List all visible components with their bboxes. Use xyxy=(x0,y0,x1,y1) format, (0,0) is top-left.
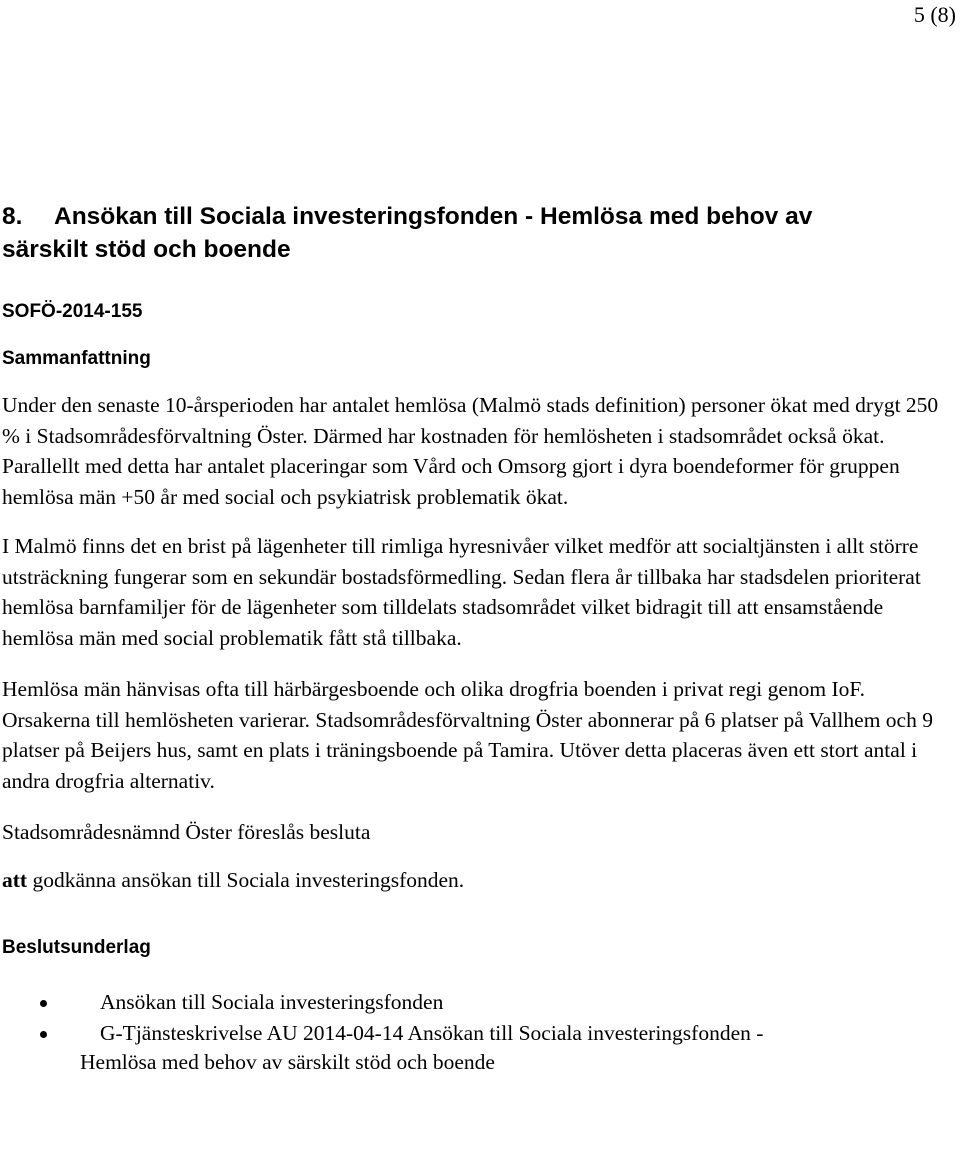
attachment-line1: G-Tjänsteskrivelse AU 2014-04-14 Ansökan till Sociala investeringsfonden - xyxy=(100,1021,764,1045)
summary-heading: Sammanfattning xyxy=(2,348,151,369)
case-id: SOFÖ-2014-155 xyxy=(2,301,143,322)
summary-paragraph-3: Hemlösa män hänvisas ofta till härbärgesboende och olika drogfria boenden i privat regi genom IoF. Orsakerna till hemlösheten varierar. Stadsområdesförvaltning Öster abonnerar på 6 platser på Vallhem och 9 platser på Beijers hus, samt en plats i träningsboende på Tamira. Utöver detta placeras även ett stort antal i andra drogfria alternativ. xyxy=(2,677,933,793)
decision-heading: Stadsområdesnämnd Öster föreslås besluta xyxy=(2,820,371,844)
page-number: 5 (8) xyxy=(913,2,956,27)
attachment-line2: Hemlösa med behov av särskilt stöd och boende xyxy=(80,1050,495,1074)
bullet-icon xyxy=(40,1000,47,1007)
decision-text xyxy=(2,865,957,896)
list-item xyxy=(2,988,957,1017)
summary-paragraph-1: Under den senaste 10-årsperioden har antalet hemlösa (Malmö stads definition) personer ökat med drygt 250 % i Stadsområdesförvaltning Öster. Därmed har kostnaden för hemlösheten i stadsområdet också ökat. Parallellt med detta har antalet placeringar som Vård och Omsorg gjort i dyra boendeformer för gruppen hemlösa män +50 år med social och psykiatrisk problematik ökat. xyxy=(2,393,939,509)
document-body xyxy=(2,200,957,1079)
section-title xyxy=(2,200,957,266)
attachment-list xyxy=(2,988,957,1077)
list-item xyxy=(2,1019,957,1077)
section-number: 8. xyxy=(2,203,23,230)
bullet-icon xyxy=(40,1031,47,1038)
basis-heading: Beslutsunderlag xyxy=(2,937,151,958)
section-title-line1: Ansökan till Sociala investeringsfonden - Hemlösa med behov av xyxy=(54,203,813,230)
decision-lead: att xyxy=(2,867,28,892)
decision-body: godkänna ansökan till Sociala investeringsfonden. xyxy=(27,867,465,892)
attachment-line1: Ansökan till Sociala investeringsfonden xyxy=(100,990,444,1014)
summary-paragraph-2: I Malmö finns det en brist på lägenheter till rimliga hyresnivåer vilket medför att socialtjänsten i allt större utsträckning fungerar som en sekundär bostadsförmedling. Sedan flera år tillbaka har stadsdelen prioriterat hemlösa barnfamiljer för de lägenheter som tilldelats stadsområdet vilket bidragit till att ensamstående hemlösa män med social problematik fått stå tillbaka. xyxy=(2,534,921,650)
section-title-line2: särskilt stöd och boende xyxy=(2,236,291,263)
section-title-text xyxy=(2,200,813,266)
